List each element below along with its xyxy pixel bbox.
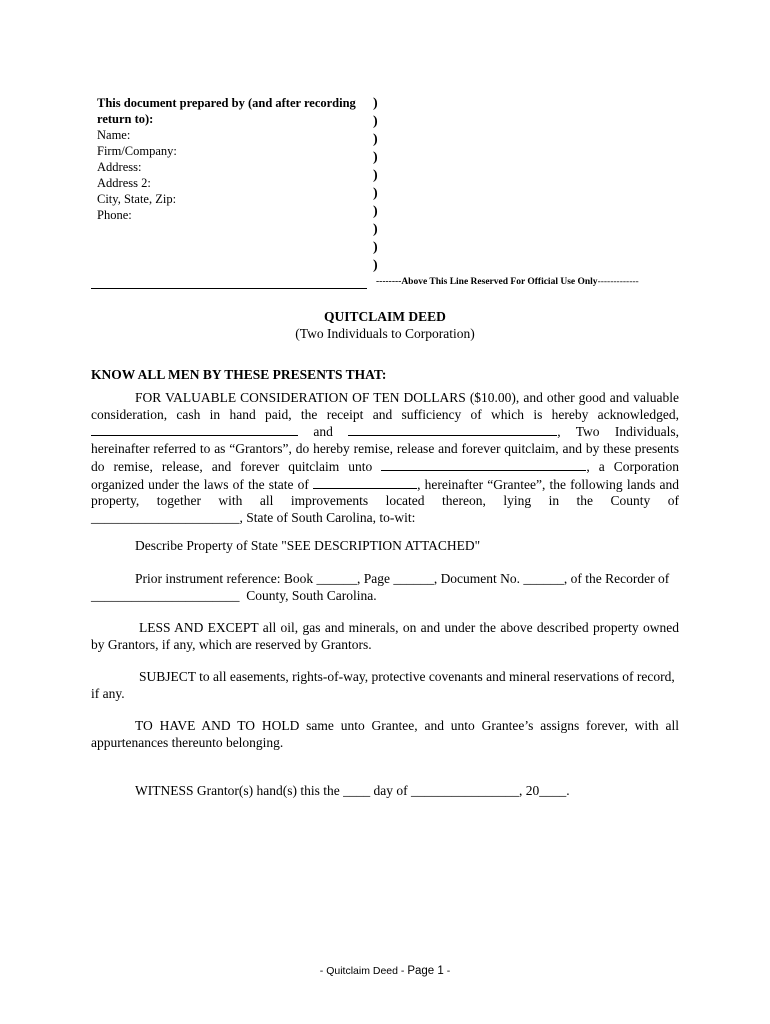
describe-property-line: Describe Property of State "SEE DESCRIPTION ATTACHED" (135, 538, 481, 553)
page-footer (0, 965, 770, 977)
paren: ) (373, 204, 378, 219)
consideration-text-3: , a Corporation organized under the laws of the state of (91, 458, 680, 492)
prior-instrument-line-2: ______________________ County, South Carolina. (91, 587, 377, 603)
grantor-2-blank[interactable] (348, 423, 557, 436)
grantee-blank[interactable] (381, 458, 586, 471)
state-blank[interactable] (313, 476, 417, 489)
paren: ) (373, 240, 378, 255)
reserved-label: Above This Line Reserved For Official Use Only (401, 277, 598, 287)
footer-trail: - (443, 965, 451, 977)
paren: ) (373, 132, 378, 147)
field-city-state-zip: City, State, Zip: (97, 192, 177, 206)
parenthesis-column (373, 95, 385, 275)
prepared-by-block (97, 95, 365, 223)
less-and-except-text: LESS AND EXCEPT all oil, gas and minerals, on and under the above described property owned by Grantors, if any, which are reserved by Grantors. (91, 620, 679, 652)
consideration-text-2: , Two Individuals, hereinafter referred to as “Grantors”, do hereby remise, release and forever quitclaim, and by these presents do remise, release, and forever quitclaim unto (91, 424, 679, 474)
paren: ) (373, 258, 378, 273)
footer-label: - Quitclaim Deed - (319, 965, 408, 977)
subject-to-text: SUBJECT to all easements, rights-of-way, protective covenants and mineral reservations of record, if any. (91, 669, 675, 701)
prepared-by-heading: This document prepared by (and after recording return to): (97, 96, 356, 126)
subject-to-paragraph (91, 669, 679, 702)
witness-line: WITNESS Grantor(s) hand(s) this the ____ day of ________________, 20____. (135, 783, 570, 798)
prior-instrument-line-1: Prior instrument reference: Book ______, Page ______, Document No. ______, of the Recorder of (135, 571, 670, 586)
recording-underline (91, 288, 367, 289)
paren: ) (373, 222, 378, 237)
reserved-trail-dashes: ------------- (597, 277, 639, 287)
and-word: and (313, 424, 333, 440)
document-title: QUITCLAIM DEED (324, 309, 446, 324)
consideration-text-4: , hereinafter “Grantee”, the following lands and property, together with all improvements located thereon, lying in the County of (91, 476, 680, 509)
consideration-paragraph (91, 390, 679, 527)
paren: ) (373, 168, 378, 183)
to-have-and-hold-paragraph (91, 718, 679, 751)
know-all-heading: KNOW ALL MEN BY THESE PRESENTS THAT: (91, 367, 387, 382)
prior-instrument-paragraph (91, 571, 679, 604)
field-address-2: Address 2: (97, 176, 151, 190)
to-have-text: TO HAVE AND TO HOLD same unto Grantee, and unto Grantee’s assigns forever, with all appurtenances thereunto belonging. (91, 718, 679, 750)
consideration-text-5: ______________________, State of South Carolina, to-wit: (91, 509, 416, 525)
reserved-lead-dashes: -------- (376, 277, 402, 287)
field-firm: Firm/Company: (97, 144, 177, 158)
paren: ) (373, 186, 378, 201)
footer-page-number: Page 1 (407, 965, 444, 977)
reserved-line-text (376, 277, 639, 287)
field-name: Name: (97, 128, 131, 142)
paren: ) (373, 114, 378, 129)
document-subtitle: (Two Individuals to Corporation) (295, 326, 475, 341)
grantor-1-blank[interactable] (91, 423, 298, 436)
field-phone: Phone: (97, 208, 132, 222)
field-address: Address: (97, 160, 142, 174)
paren: ) (373, 150, 378, 165)
consideration-text-1: FOR VALUABLE CONSIDERATION OF TEN DOLLARS ($10.00), and other good and valuable consideration, cash in hand paid, the receipt and sufficiency of which is hereby acknowledged, (91, 390, 679, 422)
paren: ) (373, 96, 378, 111)
less-and-except-paragraph (91, 620, 679, 653)
